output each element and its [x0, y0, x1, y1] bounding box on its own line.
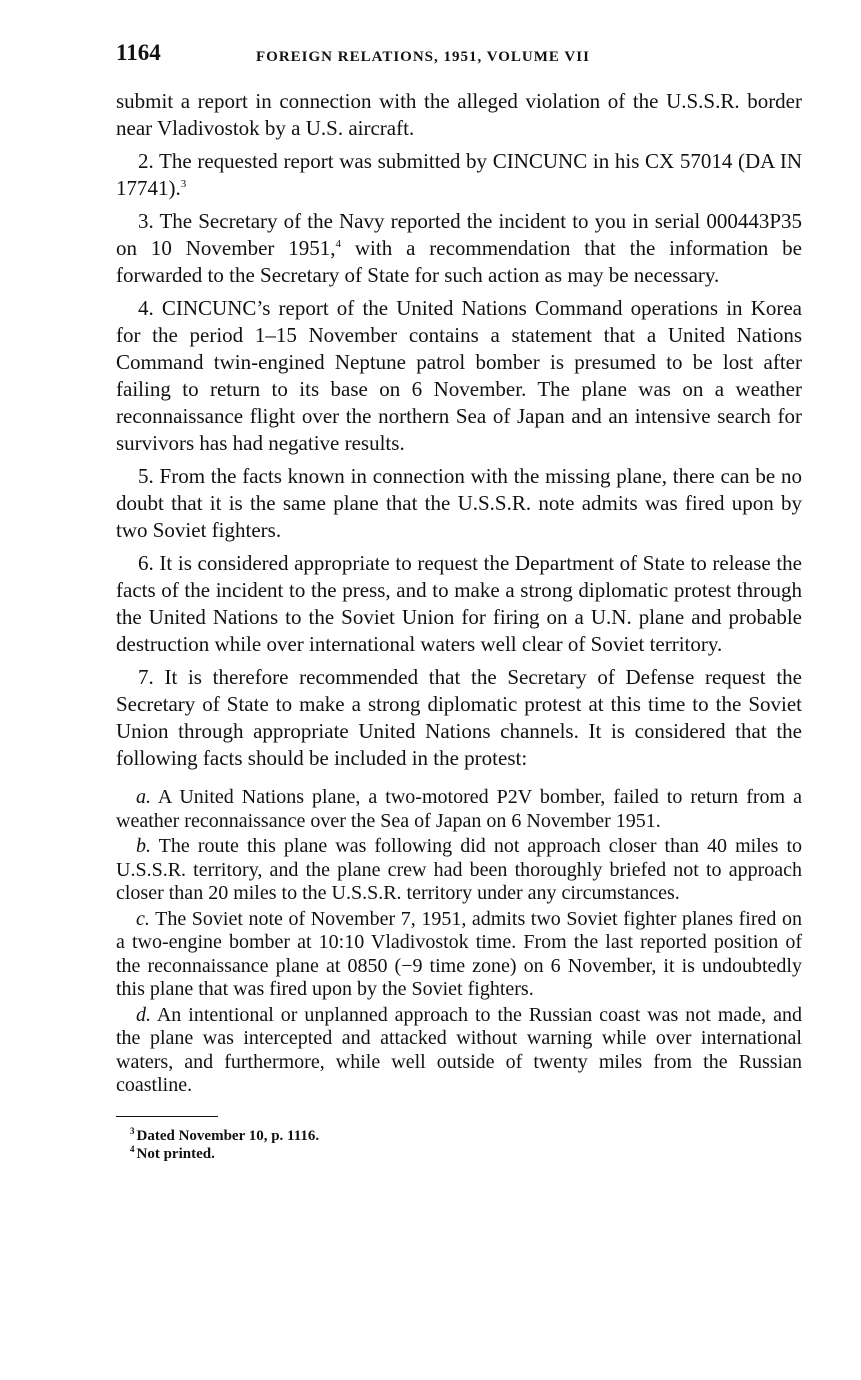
- list-item-text: The Soviet note of November 7, 1951, admits two Soviet fighter planes fired on a two-engine bomber at 10:10 Vladivostok time. From the last reported position of the reconnaissance plane at 0850 (−9 time zone) on 6 November, it is undoubtedly this plane that was fired upon by the Soviet fighters.: [116, 907, 802, 1000]
- list-item-letter: b.: [136, 835, 151, 857]
- footnote-text: Not printed.: [136, 1145, 215, 1162]
- running-header: [116, 40, 802, 74]
- list-item-letter: d.: [136, 1003, 151, 1026]
- paragraph-2-text: 2. The requested report was submitted by CINCUNC in his CX 57014 (DA IN 17741).: [116, 149, 802, 200]
- paragraph-3-text-a: 3. The Secretary of the Navy reported the incident to you in serial 000443P35 on 10 November 1951,: [116, 209, 802, 260]
- running-title: FOREIGN RELATIONS, 1951, VOLUME VII: [256, 49, 590, 65]
- list-item-text: An intentional or unplanned approach to the Russian coast was not made, and the plane was intercepted and attacked without warning while over international waters, and furthermore, while well outside of twenty miles from the Russian coastline.: [116, 1003, 802, 1096]
- list-item-text: A United Nations plane, a two-motored P2V bomber, failed to return from a weather reconnaissance over the Sea of Japan on 6 November 1951.: [116, 786, 802, 832]
- footnote-ref-3: 3: [180, 178, 187, 190]
- footnote-mark: 4: [130, 1143, 135, 1154]
- footnote-mark: 3: [130, 1125, 135, 1136]
- list-item: [116, 1004, 802, 1098]
- list-item: [116, 786, 802, 833]
- paragraph-7: 7. It is therefore recommended that the Secretary of Defense request the Secretary of State to make a strong diplomatic protest at this time to the Soviet Union through appropriate United Nations channels. It is considered that the following facts should be included in the protest:: [116, 665, 802, 770]
- page-number: 1164: [116, 40, 161, 65]
- list-item: [116, 908, 802, 1002]
- list-item-text: The route this plane was following did not approach closer than 40 miles to U.S.S.R. territory, and the plane crew had been thoroughly briefed not to approach closer than 20 miles to the U.S.S.R. territory under any circumstances.: [116, 835, 802, 904]
- footnote-divider: [116, 1116, 218, 1117]
- footnote-3: [130, 1127, 802, 1145]
- paragraph-3: [116, 208, 802, 289]
- document-page: [116, 40, 802, 1163]
- list-item-letter: a.: [136, 786, 151, 808]
- footnote-ref-4: 4: [335, 238, 342, 250]
- list-item-letter: c.: [136, 907, 150, 930]
- list-item: [116, 835, 802, 906]
- paragraph-3-text-b: with a recommendation that the information be forwarded to the Secretary of State for such action as may be necessary.: [116, 236, 802, 287]
- footnote-text: Dated November 10, p. 1116.: [136, 1127, 320, 1144]
- footnote-4: [130, 1145, 802, 1163]
- paragraph-4: 4. CINCUNC’s report of the United Nations Command operations in Korea for the period 1–15 November contains a statement that a United Nations Command twin-engined Neptune patrol bomber is presumed to be lost after failing to return to its base on 6 November. The plane was on a weather reconnaissance flight over the northern Sea of Japan and an intensive search for survivors has had negative results.: [116, 296, 802, 455]
- paragraph-6: 6. It is considered appropriate to request the Department of State to release the facts of the incident to the press, and to make a strong diplomatic protest through the United Nations to the Soviet Union for firing on a U.N. plane and probable destruction while over international waters well clear of Soviet territory.: [116, 551, 802, 656]
- paragraph-2: [116, 148, 802, 202]
- paragraph-5: 5. From the facts known in connection with the missing plane, there can be no doubt that it is the same plane that the U.S.S.R. note admits was fired upon by two Soviet fighters.: [116, 464, 802, 542]
- protest-facts-list: [116, 786, 802, 1098]
- paragraph-continued: submit a report in connection with the alleged violation of the U.S.S.R. border near Vladivostok by a U.S. aircraft.: [116, 89, 802, 140]
